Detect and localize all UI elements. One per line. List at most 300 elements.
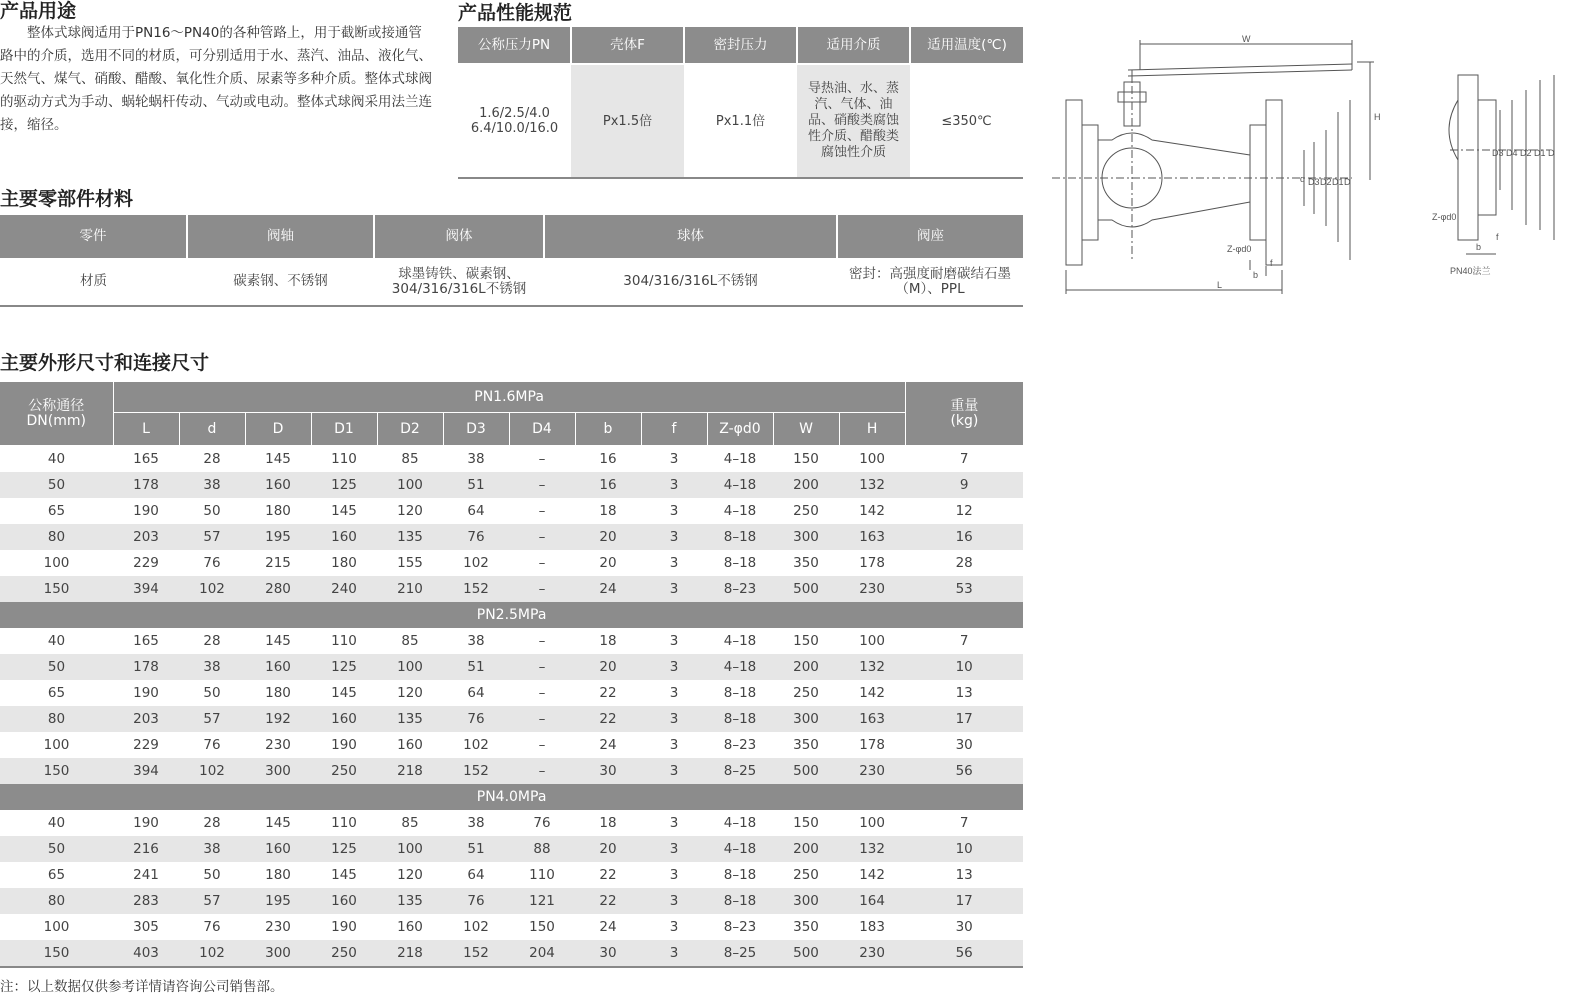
table-cell: 16 (575, 472, 641, 498)
table-cell: 102 (179, 576, 245, 602)
table-cell: 3 (669, 450, 679, 467)
table-cell: 163 (839, 524, 905, 550)
table-cell: 12 (955, 502, 973, 519)
table-cell: 215 (265, 554, 291, 571)
table-cell: 102 (179, 758, 245, 784)
table-cell: 3 (669, 918, 679, 935)
header-ball: 球体 (544, 215, 837, 258)
table-cell: 164 (839, 888, 905, 914)
ball-material: 304/316/316L不锈钢 (623, 273, 758, 289)
table-row (0, 706, 1023, 732)
table-cell: 51 (443, 836, 509, 862)
table-cell: 178 (859, 736, 885, 753)
table-cell: 76 (203, 736, 221, 753)
header-col-8: f (641, 413, 707, 446)
table-cell: – (509, 524, 575, 550)
table-cell: 350 (793, 554, 819, 571)
pn-line-1: 1.6/2.5/4.0 (479, 106, 550, 121)
table-cell: 22 (599, 866, 617, 883)
table-cell: 102 (463, 918, 489, 935)
table-cell: 190 (133, 502, 159, 519)
body-material-line-2: 304/316/316L不锈钢 (391, 280, 527, 297)
table-cell: 135 (377, 524, 443, 550)
table-cell: 150 (793, 814, 819, 831)
table-cell: 76 (443, 888, 509, 914)
header-col-1: d (179, 413, 245, 446)
table-cell: 160 (245, 654, 311, 680)
table-cell: 56 (905, 758, 1023, 784)
table-cell: 40 (47, 450, 66, 467)
table-cell: 165 (133, 632, 159, 649)
header-nominal-pressure: 公称压力PN (458, 27, 571, 64)
table-row (0, 758, 1023, 784)
table-cell: 38 (179, 836, 245, 862)
table-cell: 3 (669, 632, 679, 649)
table-cell: 13 (955, 866, 973, 883)
header-col-9: Z-φd0 (707, 413, 773, 446)
header-col-3: D1 (311, 413, 377, 446)
table-cell: 500 (773, 576, 839, 602)
table-cell: 50 (0, 836, 113, 862)
section-label: PN2.5MPa (0, 602, 1023, 628)
dims-title: 主要外形尺寸和连接尺寸 (0, 352, 210, 374)
header-col-0: L (113, 413, 179, 446)
table-cell: 3 (669, 684, 679, 701)
table-cell: 180 (265, 684, 291, 701)
table-cell: 3 (669, 866, 679, 883)
table-cell: 145 (265, 814, 291, 831)
table-cell: 20 (575, 654, 641, 680)
table-cell: 110 (331, 450, 357, 467)
table-cell: 50 (203, 684, 221, 701)
table-cell: 65 (47, 684, 66, 701)
table-cell: 76 (443, 524, 509, 550)
table-cell: 192 (245, 706, 311, 732)
table-cell: 230 (839, 940, 905, 967)
table-cell: 3 (641, 472, 707, 498)
header-col-5: D3 (443, 413, 509, 446)
seal-value: Px1.1倍 (684, 64, 797, 178)
table-cell: 3 (641, 940, 707, 967)
table-cell: 76 (203, 554, 221, 571)
table-row (0, 732, 1023, 758)
shell-value: Px1.5倍 (571, 64, 684, 178)
table-cell: 121 (509, 888, 575, 914)
table-cell: 100 (377, 836, 443, 862)
table-cell: 102 (179, 940, 245, 967)
flange-label-b: b (1476, 242, 1482, 252)
table-cell: 305 (133, 918, 159, 935)
table-cell: 142 (859, 684, 885, 701)
usage-description: 整体式球阀适用于PN16～PN40的各种管路上，用于截断或接通管路中的介质，选用不同的材质，可分别适用于水、蒸汽、油品、液化气、天然气、煤气、硝酸、醋酸、氧化性介质、尿素等多种介质。整体式球阀的驱动方式为手动、蜗轮蜗杆传动、气动或电动。整体式球阀采用法兰连接，缩径。 (0, 25, 432, 133)
table-cell: 30 (955, 918, 973, 935)
table-row (0, 914, 1023, 940)
table-cell: 180 (331, 554, 357, 571)
table-cell: 4–18 (707, 836, 773, 862)
table-cell: 160 (397, 918, 423, 935)
header-stem: 阀轴 (187, 215, 374, 258)
table-row (0, 472, 1023, 498)
table-cell: 28 (955, 554, 973, 571)
table-cell: 218 (377, 758, 443, 784)
table-cell: 80 (0, 888, 113, 914)
table-cell: 102 (463, 736, 489, 753)
table-cell: 230 (265, 736, 291, 753)
section-row (0, 784, 1023, 810)
seat-material-line-1: 密封：高强度耐磨碳结石墨 (849, 265, 1011, 282)
table-cell: 57 (179, 888, 245, 914)
table-cell: 100 (377, 654, 443, 680)
table-row (0, 940, 1023, 967)
table-cell: 195 (245, 888, 311, 914)
table-cell: 8–23 (723, 736, 757, 753)
table-cell: 3 (669, 736, 679, 753)
header-seat: 阀座 (837, 215, 1023, 258)
table-cell: 100 (377, 472, 443, 498)
table-cell: 218 (377, 940, 443, 967)
table-cell: 403 (113, 940, 179, 967)
table-cell: 229 (133, 554, 159, 571)
label-z: Z-φd0 (1227, 244, 1252, 254)
table-cell: 120 (397, 684, 423, 701)
table-cell: – (538, 632, 546, 649)
table-cell: 150 (0, 940, 113, 967)
flange-label-z: Z-φd0 (1432, 212, 1457, 222)
parts-material-row (0, 258, 1023, 306)
table-cell: 178 (859, 554, 885, 571)
table-cell: 20 (599, 554, 617, 571)
table-cell: 100 (43, 554, 70, 571)
table-cell: – (509, 654, 575, 680)
table-cell: 200 (773, 654, 839, 680)
table-cell: 180 (265, 866, 291, 883)
table-row (0, 836, 1023, 862)
table-cell: 57 (179, 524, 245, 550)
table-cell: 203 (113, 706, 179, 732)
media-value: 导热油、水、蒸汽、气体、油品、硝酸类腐蚀性介质、醋酸类腐蚀性介质 (797, 64, 910, 178)
table-cell: 80 (0, 706, 113, 732)
header-temperature: 适用温度(℃) (910, 27, 1023, 64)
header-part: 零件 (0, 215, 187, 258)
table-cell: 190 (133, 814, 159, 831)
table-cell: 250 (311, 758, 377, 784)
table-row (0, 524, 1023, 550)
table-cell: 300 (245, 758, 311, 784)
table-cell: 4–18 (707, 654, 773, 680)
table-cell: – (509, 706, 575, 732)
label-h: H (1374, 112, 1381, 122)
table-cell: 4–18 (707, 472, 773, 498)
table-cell: 500 (773, 758, 839, 784)
table-cell: 64 (467, 866, 485, 883)
label-d1: D1 (1332, 177, 1344, 187)
dimensions-body (0, 446, 1023, 968)
table-cell: 53 (905, 576, 1023, 602)
table-cell: 110 (331, 814, 357, 831)
table-row (0, 654, 1023, 680)
table-cell: – (509, 472, 575, 498)
table-row (0, 498, 1023, 524)
table-cell: 200 (773, 472, 839, 498)
table-cell: 250 (793, 684, 819, 701)
table-cell: 152 (443, 940, 509, 967)
flange-label-f: f (1496, 232, 1499, 242)
section-row (0, 602, 1023, 628)
table-cell: 150 (793, 450, 819, 467)
flange-label-d3: D3 (1492, 148, 1504, 158)
table-cell: – (509, 576, 575, 602)
table-cell: 17 (905, 706, 1023, 732)
flange-label-d2: D2 (1520, 148, 1532, 158)
header-col-6: D4 (509, 413, 575, 446)
table-cell: 76 (533, 814, 551, 831)
label-d2: D2 (1320, 177, 1332, 187)
table-cell: 3 (641, 836, 707, 862)
performance-header-row (458, 27, 1023, 64)
table-cell: 210 (377, 576, 443, 602)
material-label: 材质 (80, 273, 107, 289)
table-cell: 85 (401, 632, 419, 649)
table-row (0, 680, 1023, 706)
table-row (0, 446, 1023, 473)
table-cell: 135 (377, 888, 443, 914)
table-cell: 9 (905, 472, 1023, 498)
table-cell: 24 (575, 576, 641, 602)
table-cell: 4–18 (723, 814, 757, 831)
table-cell: 10 (905, 836, 1023, 862)
table-cell: 64 (467, 502, 485, 519)
label-l: L (1217, 280, 1223, 290)
table-row (0, 550, 1023, 576)
header-dn (0, 382, 113, 446)
table-cell: 7 (959, 814, 969, 831)
table-cell: 76 (203, 918, 221, 935)
table-cell: 190 (133, 684, 159, 701)
table-cell: 3 (669, 554, 679, 571)
label-d: D (1344, 177, 1351, 187)
table-cell: – (538, 502, 546, 519)
table-cell: 7 (959, 632, 969, 649)
table-cell: 145 (265, 632, 291, 649)
usage-title: 产品用途 (0, 0, 77, 22)
table-cell: 3 (641, 576, 707, 602)
header-col-2: D (245, 413, 311, 446)
table-cell: 13 (955, 684, 973, 701)
table-cell: 30 (955, 736, 973, 753)
table-cell: 51 (443, 654, 509, 680)
label-b: b (1253, 270, 1259, 280)
table-row (0, 862, 1023, 888)
label-f: f (1270, 258, 1273, 268)
dimensions-table (0, 382, 1023, 968)
table-cell: 20 (575, 836, 641, 862)
table-cell: 204 (509, 940, 575, 967)
pn-values (458, 64, 571, 178)
temperature-value: ≤350℃ (910, 64, 1023, 178)
table-cell: 24 (599, 918, 617, 935)
header-col-11: H (839, 413, 905, 446)
table-cell: 8–18 (723, 866, 757, 883)
table-cell: 4–18 (723, 450, 757, 467)
table-cell: 28 (203, 814, 221, 831)
table-cell: 8–18 (723, 684, 757, 701)
table-cell: 300 (773, 888, 839, 914)
table-cell: 200 (773, 836, 839, 862)
table-cell: 120 (397, 502, 423, 519)
table-cell: 160 (311, 888, 377, 914)
table-cell: 195 (245, 524, 311, 550)
table-cell: 142 (859, 866, 885, 883)
header-media: 适用介质 (797, 27, 910, 64)
table-cell: 152 (443, 758, 509, 784)
table-cell: 145 (331, 502, 357, 519)
table-cell: 22 (575, 888, 641, 914)
valve-drawing (1052, 30, 1387, 300)
table-cell: 8–25 (707, 940, 773, 967)
table-cell: 394 (113, 758, 179, 784)
header-dn-line-2: DN(mm) (26, 412, 86, 429)
table-cell: 30 (575, 940, 641, 967)
table-cell: 18 (599, 814, 617, 831)
table-cell: 76 (443, 706, 509, 732)
table-cell: 300 (773, 524, 839, 550)
table-cell: 155 (397, 554, 423, 571)
table-cell: 229 (133, 736, 159, 753)
table-cell: 3 (669, 814, 679, 831)
table-cell: 8–18 (707, 888, 773, 914)
header-col-4: D2 (377, 413, 443, 446)
table-cell: 250 (793, 502, 819, 519)
table-cell: 18 (599, 632, 617, 649)
header-col-7: b (575, 413, 641, 446)
flange-caption: PN40法兰 (1450, 266, 1491, 276)
table-cell: 178 (113, 472, 179, 498)
table-cell: 190 (331, 736, 357, 753)
table-cell: 38 (179, 654, 245, 680)
table-cell: 132 (839, 654, 905, 680)
stem-material: 碳素钢、不锈钢 (233, 273, 328, 289)
table-cell: 65 (47, 502, 66, 519)
table-cell: 38 (467, 814, 485, 831)
body-material-line-1: 球墨铸铁、碳素钢、 (398, 265, 520, 282)
table-cell: 280 (245, 576, 311, 602)
table-cell: 80 (0, 524, 113, 550)
table-cell: 145 (331, 684, 357, 701)
table-cell: 3 (641, 524, 707, 550)
table-cell: 3 (641, 706, 707, 732)
table-cell: 4–18 (723, 502, 757, 519)
header-col-10: W (773, 413, 839, 446)
label-d-small: d (1300, 174, 1306, 184)
header-dn-line-1: 公称通径 (28, 397, 85, 414)
seat-material (837, 258, 1023, 306)
table-cell: 100 (43, 918, 70, 935)
header-shell: 壳体F (571, 27, 684, 64)
table-cell: 8–25 (707, 758, 773, 784)
table-cell: 85 (401, 814, 419, 831)
table-cell: 40 (47, 632, 66, 649)
table-cell: 250 (793, 866, 819, 883)
flange-label-d4: D4 (1506, 148, 1518, 158)
seat-material-line-2: （M）、PPL (895, 280, 965, 297)
table-cell: 150 (529, 918, 555, 935)
table-cell: 28 (203, 632, 221, 649)
table-cell: 163 (839, 706, 905, 732)
table-cell: 203 (113, 524, 179, 550)
table-cell: 125 (311, 654, 377, 680)
footnote: 注：以上数据仅供参考详情请咨询公司销售部。 (0, 979, 284, 995)
table-cell: – (538, 684, 546, 701)
table-cell: 4–18 (723, 632, 757, 649)
table-cell: 50 (0, 654, 113, 680)
table-cell: 17 (905, 888, 1023, 914)
table-cell: 100 (43, 736, 70, 753)
table-cell: 152 (443, 576, 509, 602)
table-cell: 102 (463, 554, 489, 571)
table-cell: – (538, 450, 546, 467)
table-cell: 135 (377, 706, 443, 732)
table-cell: 56 (905, 940, 1023, 967)
table-cell: 178 (113, 654, 179, 680)
table-cell: – (509, 758, 575, 784)
parts-title: 主要零部件材料 (0, 188, 134, 210)
table-row (0, 888, 1023, 914)
table-cell: 125 (311, 472, 377, 498)
table-cell: 38 (467, 632, 485, 649)
table-cell: 132 (839, 472, 905, 498)
table-cell: 500 (773, 940, 839, 967)
table-cell: 65 (47, 866, 66, 883)
table-cell: 20 (575, 524, 641, 550)
table-cell: 183 (859, 918, 885, 935)
table-cell: 230 (839, 758, 905, 784)
table-row (0, 810, 1023, 836)
table-cell: 40 (47, 814, 66, 831)
header-weight-line-2: (kg) (950, 412, 979, 429)
table-cell: 160 (245, 836, 311, 862)
table-cell: 57 (179, 706, 245, 732)
performance-table (458, 27, 1023, 179)
header-weight (905, 382, 1023, 446)
table-cell: 50 (203, 866, 221, 883)
table-cell: 283 (113, 888, 179, 914)
table-cell: 22 (599, 684, 617, 701)
table-cell: 142 (859, 502, 885, 519)
header-body: 阀体 (374, 215, 544, 258)
table-cell: 28 (203, 450, 221, 467)
table-cell: 8–23 (707, 576, 773, 602)
table-cell: 230 (265, 918, 291, 935)
table-cell: 120 (397, 866, 423, 883)
table-cell: 160 (397, 736, 423, 753)
table-cell: – (538, 736, 546, 753)
table-cell: 230 (839, 576, 905, 602)
table-cell: 350 (793, 918, 819, 935)
table-cell: 300 (773, 706, 839, 732)
table-cell: 88 (509, 836, 575, 862)
table-cell: 300 (245, 940, 311, 967)
table-cell: 241 (133, 866, 159, 883)
flange-drawing (1430, 70, 1570, 280)
table-cell: 10 (905, 654, 1023, 680)
table-cell: 64 (467, 684, 485, 701)
dims-header-row-2 (0, 413, 1023, 446)
table-row (0, 576, 1023, 602)
table-cell: 160 (245, 472, 311, 498)
table-row (0, 628, 1023, 654)
section-label: PN4.0MPa (0, 784, 1023, 810)
parts-header-row (0, 215, 1023, 258)
